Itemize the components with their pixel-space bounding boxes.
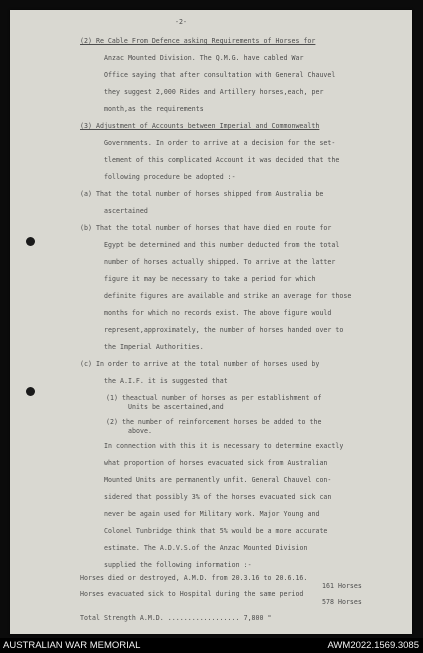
text-line: Horses died or destroyed, A.M.D. from 20.3.16 to 20.6.16. (80, 574, 308, 582)
text-line: (a) That the total number of horses shipped from Australia be (80, 190, 324, 198)
text-line: months for which no records exist. The above figure would (104, 309, 332, 317)
punch-hole (26, 387, 35, 396)
document-page (10, 10, 412, 634)
page-number: -2- (175, 18, 187, 26)
text-line: the A.I.F. it is suggested that (104, 377, 228, 385)
text-line: figure it may be necessary to take a period for which (104, 275, 316, 283)
text-line: (2) the number of reinforcement horses be added to the (106, 418, 322, 426)
text-line: supplied the following information :- (104, 561, 252, 569)
text-line: Horses evacuated sick to Hospital during the same period (80, 590, 304, 598)
text-line: (c) In order to arrive at the total number of horses used by (80, 360, 320, 368)
footer-source: AUSTRALIAN WAR MEMORIAL (3, 640, 141, 651)
text-line: 578 Horses (322, 598, 362, 606)
text-line: Mounted Units are permanently unfit. General Chauvel con- (104, 476, 332, 484)
text-line: definite figures are available and strike an average for those (104, 292, 352, 300)
text-line: Anzac Mounted Division. The Q.M.G. have cabled War (104, 54, 304, 62)
text-line: (2) Re Cable From Defence asking Requirements of Horses for (80, 37, 316, 45)
text-line: Egypt be determined and this number deducted from the total (104, 241, 340, 249)
text-line: (b) That the total number of horses that have died en route for (80, 224, 332, 232)
text-line: (1) theactual number of horses as per establishment of (106, 394, 322, 402)
footer-accession-id: AWM2022.1569.3085 (327, 640, 419, 651)
text-line: following procedure be adopted :- (104, 173, 236, 181)
text-line: ascertained (104, 207, 148, 215)
text-line: Total Strength A.M.D. .................. 7,800 " (80, 614, 272, 622)
footer-bar (0, 638, 423, 653)
text-line: Office saying that after consultation with General Chauvel (104, 71, 336, 79)
text-line: Colonel Tunbridge think that 5% would be a more accurate (104, 527, 328, 535)
text-line: represent,approximately, the number of horses handed over to (104, 326, 344, 334)
punch-hole (26, 237, 35, 246)
text-line: number of horses actually shipped. To arrive at the latter (104, 258, 336, 266)
text-line: tlement of this complicated Account it was decided that the (104, 156, 340, 164)
text-line: In connection with this it is necessary to determine exactly (104, 442, 344, 450)
text-line: what proportion of horses evacuated sick from Australian (104, 459, 328, 467)
text-line: Units be ascertained,and (128, 403, 224, 411)
text-line: month,as the requirements (104, 105, 204, 113)
text-line: 161 Horses (322, 582, 362, 590)
text-line: never be again used for Military work. Major Young and (104, 510, 320, 518)
text-line: Governments. In order to arrive at a decision for the set- (104, 139, 336, 147)
text-line: (3) Adjustment of Accounts between Imperial and Commonwealth (80, 122, 320, 130)
text-line: the Imperial Authorities. (104, 343, 204, 351)
text-line: above. (128, 427, 152, 435)
text-line: estimate. The A.D.V.S.of the Anzac Mounted Division (104, 544, 308, 552)
text-line: they suggest 2,000 Rides and Artillery horses,each, per (104, 88, 324, 96)
text-line: sidered that possibly 3% of the horses evacuated sick can (104, 493, 332, 501)
